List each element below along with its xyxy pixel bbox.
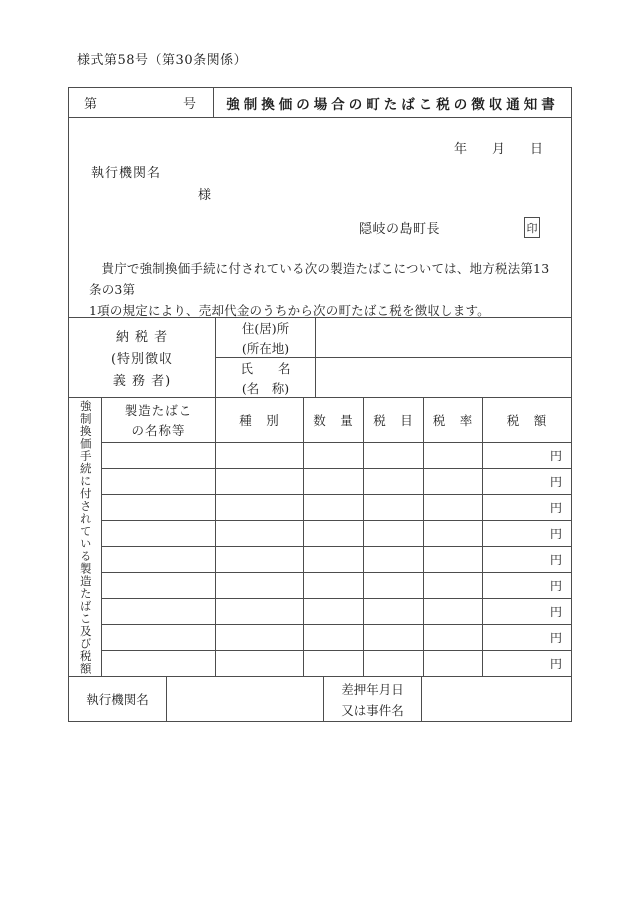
- detail-cell-name: [102, 573, 216, 598]
- address-label-cell: [216, 318, 316, 357]
- name-label-line: (名 称): [241, 380, 290, 396]
- detail-row: [102, 521, 571, 547]
- detail-row: [102, 651, 571, 676]
- detail-cell-tax: [364, 547, 424, 572]
- detail-cell-rate: [424, 443, 483, 468]
- side-label-vertical-text: 強制換価手続に付されている製造たばこ及び税額: [78, 399, 93, 675]
- detail-cell-kind: [216, 573, 304, 598]
- address-label-line: 住(居)所: [241, 320, 290, 336]
- detail-cell-qty: [304, 547, 364, 572]
- detail-cell-amt: 円: [549, 527, 562, 541]
- detail-cell-rate: [424, 521, 483, 546]
- detail-row: [102, 599, 571, 625]
- detail-cell-name: [102, 599, 216, 624]
- document-number-cell: [69, 88, 214, 117]
- column-header-name: [102, 398, 216, 442]
- detail-table-body: [102, 398, 571, 676]
- letter-area: [69, 118, 571, 318]
- detail-cell-kind: [216, 521, 304, 546]
- detail-cell-amt: 円: [549, 553, 562, 567]
- column-header-tax-rate: 税 率: [424, 398, 483, 442]
- side-label-cell: [69, 398, 102, 676]
- detail-cell-rate: [424, 625, 483, 650]
- name-label-line: 氏 名: [240, 360, 291, 376]
- detail-cell-kind: [216, 651, 304, 676]
- detail-cell-qty: [304, 625, 364, 650]
- name-label-cell: [216, 358, 316, 397]
- sender-name: 隠岐の島町長: [359, 222, 441, 237]
- detail-rows: [102, 443, 571, 676]
- footer-seizure-label: [324, 677, 422, 721]
- form-title: 強制換価の場合の町たばこ税の徴収通知書: [226, 96, 559, 113]
- column-header-amount: 税 額: [506, 413, 548, 428]
- form-header-row: [69, 88, 571, 118]
- detail-row: [102, 495, 571, 521]
- detail-table: [69, 398, 571, 676]
- address-label-line: (所在地): [241, 340, 290, 356]
- detail-cell-amt: 円: [549, 475, 562, 489]
- detail-cell-qty: [304, 599, 364, 624]
- detail-cell-rate: [424, 599, 483, 624]
- detail-cell-rate: [424, 573, 483, 598]
- detail-row: [102, 547, 571, 573]
- taxpayer-label-line: 義 務 者): [112, 374, 172, 389]
- taxpayer-label-line: (特別徴収: [110, 352, 174, 367]
- detail-cell-rate: [424, 495, 483, 520]
- detail-cell-tax: [364, 573, 424, 598]
- footer-seizure-value: [422, 677, 571, 721]
- notification-form: [68, 87, 572, 722]
- taxpayer-label-line: 納 税 者: [115, 330, 169, 345]
- notification-body: [89, 258, 553, 321]
- detail-cell-amt: 円: [549, 605, 562, 619]
- column-header-kind: 種 別: [216, 398, 304, 442]
- form-number-label: 様式第58号（第30条関係）: [77, 53, 248, 68]
- detail-cell-name: [102, 625, 216, 650]
- detail-row: [102, 573, 571, 599]
- body-line-1: 貴庁で強制換価手続に付されている次の製造たばこについては、地方税法第13条の3第: [89, 261, 550, 297]
- column-header-quantity: 数 量: [304, 398, 364, 442]
- detail-cell-name: [102, 495, 216, 520]
- detail-cell-qty: [304, 443, 364, 468]
- date-year-label: 年: [453, 142, 467, 157]
- detail-cell-qty: [304, 651, 364, 676]
- detail-cell-kind: [216, 495, 304, 520]
- detail-cell-name: [102, 443, 216, 468]
- footer-agency-value: [167, 677, 324, 721]
- detail-cell-kind: [216, 547, 304, 572]
- detail-cell-amt: 円: [549, 631, 562, 645]
- detail-cell-tax: [364, 521, 424, 546]
- detail-row: [102, 625, 571, 651]
- detail-cell-kind: [216, 599, 304, 624]
- column-header-name-line: の名称等: [131, 423, 186, 438]
- footer-row: [69, 676, 571, 721]
- doc-no-suffix: 号: [182, 97, 196, 112]
- detail-cell-tax: [364, 599, 424, 624]
- detail-cell-kind: [216, 469, 304, 494]
- detail-cell-name: [102, 469, 216, 494]
- seizure-label-line: 差押年月日: [341, 681, 404, 697]
- column-header-name-line: 製造たばこ: [124, 403, 193, 418]
- detail-cell-kind: [216, 625, 304, 650]
- body-line-2: 1項の規定により、売却代金のうちから次の町たばこ税を徴収します。: [89, 303, 490, 318]
- detail-row: [102, 469, 571, 495]
- detail-cell-rate: [424, 469, 483, 494]
- detail-cell-rate: [424, 547, 483, 572]
- detail-cell-qty: [304, 573, 364, 598]
- detail-cell-amt: 円: [549, 579, 562, 593]
- date-day-label: 日: [529, 142, 543, 157]
- date-month-label: 月: [491, 142, 505, 157]
- footer-agency-label: 執行機関名: [69, 677, 167, 721]
- detail-cell-name: [102, 651, 216, 676]
- taxpayer-name-row: [216, 358, 571, 397]
- detail-cell-qty: [304, 521, 364, 546]
- taxpayer-block: [69, 318, 571, 398]
- detail-cell-tax: [364, 469, 424, 494]
- detail-cell-tax: [364, 651, 424, 676]
- detail-cell-rate: [424, 651, 483, 676]
- detail-cell-amt: 円: [549, 657, 562, 671]
- detail-cell-tax: [364, 443, 424, 468]
- detail-row: [102, 443, 571, 469]
- detail-cell-amt: 円: [549, 449, 562, 463]
- taxpayer-address-row: [216, 318, 571, 358]
- detail-cell-amt: 円: [549, 501, 562, 515]
- date-line: [454, 138, 543, 157]
- detail-cell-tax: [364, 495, 424, 520]
- addressee-label: 執行機関名: [91, 166, 162, 181]
- detail-cell-name: [102, 521, 216, 546]
- taxpayer-fields: [216, 318, 571, 397]
- doc-no-prefix: 第: [84, 97, 98, 112]
- detail-cell-name: [102, 547, 216, 572]
- detail-cell-qty: [304, 469, 364, 494]
- column-header-tax-item: 税 目: [364, 398, 424, 442]
- detail-cell-kind: [216, 443, 304, 468]
- name-value-cell: [316, 358, 571, 397]
- address-value-cell: [316, 318, 571, 357]
- taxpayer-label-cell: [69, 318, 216, 397]
- seizure-label-line: 又は事件名: [341, 702, 404, 718]
- detail-cell-tax: [364, 625, 424, 650]
- detail-cell-qty: [304, 495, 364, 520]
- seal-mark: 印: [524, 217, 540, 238]
- detail-header-row: [102, 398, 571, 443]
- honorific-label: 様: [198, 188, 212, 203]
